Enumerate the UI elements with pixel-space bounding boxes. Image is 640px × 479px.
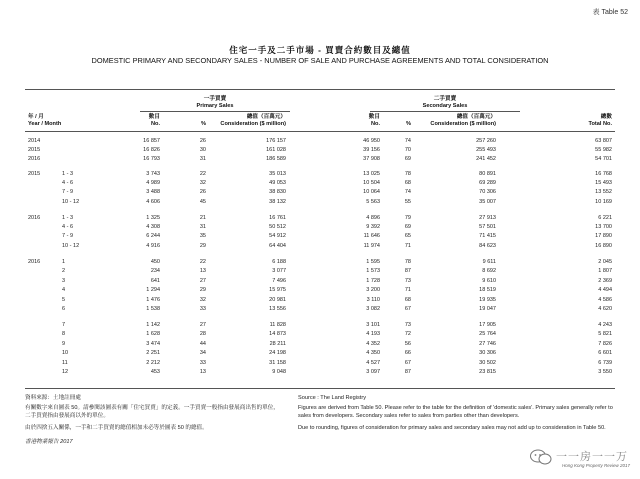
cell-primary-pct: 34: [199, 350, 206, 356]
primary-cons-header: [200, 114, 286, 128]
cell-total-no: 4 494: [598, 287, 612, 293]
watermark: [530, 447, 630, 471]
cell-month: 12: [62, 369, 69, 375]
primary-label-en: Primary Sales: [196, 103, 234, 109]
cell-secondary-cons: 255 493: [476, 147, 496, 153]
primary-no-header: [110, 114, 160, 128]
cell-primary-cons: 14 873: [269, 331, 286, 337]
secondary-group-rule: [370, 111, 520, 112]
cell-primary-cons: 64 404: [269, 243, 286, 249]
cell-year: 2016: [28, 215, 41, 221]
total-zh: 總數: [600, 114, 612, 120]
cell-primary-cons: 20 981: [269, 297, 286, 303]
cell-primary-no: 16 793: [143, 156, 160, 162]
cell-month: 4: [62, 287, 66, 293]
note1-en: Figures are derived from Table 50. Please refer to the table for the definition of 'domestic sales'. Primary sales generally refer to sales from developers. Secondary sales refer to sales from parties other than developers.: [298, 404, 613, 419]
cell-primary-cons: 9 048: [272, 369, 286, 375]
table-row: [0, 180, 640, 187]
publication-en: Hong Kong Property Review 2017: [561, 463, 630, 468]
cell-primary-cons: 54 912: [269, 233, 286, 239]
cell-secondary-cons: 9 611: [482, 259, 496, 265]
primary-no-en: No.: [150, 121, 160, 127]
cell-secondary-no: 37 908: [363, 156, 380, 162]
cell-month: 5: [62, 297, 66, 303]
cell-month: 9: [62, 341, 66, 347]
cell-secondary-pct: 56: [404, 341, 411, 347]
cell-month: 4 - 6: [62, 180, 74, 186]
secondary-group-header: [390, 96, 500, 110]
cell-primary-cons: 11 828: [269, 322, 286, 328]
cell-secondary-no: 3 097: [366, 369, 380, 375]
cell-total-no: 63 807: [595, 138, 612, 144]
cell-secondary-no: 46 950: [363, 138, 380, 144]
note2-en: Due to rounding, figures of consideration for primary sales and secondary sales may not add up to consideration in Table 50.: [298, 424, 606, 431]
cell-primary-pct: 35: [199, 233, 206, 239]
cell-primary-no: 2 251: [146, 350, 160, 356]
cell-secondary-no: 10 064: [363, 189, 380, 195]
cell-month: 7 - 9: [62, 233, 74, 239]
cell-secondary-pct: 70: [404, 147, 411, 153]
cell-primary-no: 450: [150, 259, 160, 265]
note2-zh: 由於四捨五入關係，一手和二手買賣的總值相加未必等於圖表 50 的總值。: [25, 424, 208, 431]
cell-total-no: 17 890: [595, 233, 612, 239]
cell-secondary-no: 1 595: [366, 259, 380, 265]
cell-primary-no: 3 474: [146, 341, 160, 347]
cell-primary-no: 1 294: [146, 287, 160, 293]
cell-secondary-cons: 25 764: [479, 331, 496, 337]
cell-primary-pct: 27: [199, 278, 206, 284]
cell-total-no: 2 369: [598, 278, 612, 284]
secondary-no-zh: 數目: [368, 114, 380, 120]
cell-primary-cons: 49 053: [269, 180, 286, 186]
table-row: [0, 233, 640, 240]
cell-primary-no: 234: [150, 268, 160, 274]
cell-year: 2015: [28, 171, 41, 177]
cell-secondary-no: 11 974: [363, 243, 380, 249]
cell-total-no: 13 700: [595, 224, 612, 230]
secondary-cons-en: Consideration ($ million): [430, 121, 496, 127]
cell-primary-pct: 31: [199, 156, 206, 162]
cell-secondary-no: 11 646: [363, 233, 380, 239]
table-row: [0, 287, 640, 294]
cell-primary-pct: 33: [199, 360, 206, 366]
secondary-cons-header: [410, 114, 496, 128]
table-row: [0, 224, 640, 231]
cell-total-no: 13 552: [595, 189, 612, 195]
source-zh: 資料來源：土地註冊處: [25, 395, 81, 401]
cell-primary-pct: 22: [199, 171, 206, 177]
cell-secondary-cons: 19 047: [479, 306, 496, 312]
cell-secondary-no: 10 504: [363, 180, 380, 186]
cell-secondary-pct: 55: [404, 199, 411, 205]
cell-secondary-cons: 30 306: [479, 350, 496, 356]
cell-primary-cons: 38 132: [269, 199, 286, 205]
cell-total-no: 5 821: [598, 331, 612, 337]
cell-primary-no: 6 244: [146, 233, 160, 239]
table-row: [0, 331, 640, 338]
cell-total-no: 10 169: [595, 199, 612, 205]
cell-secondary-no: 3 200: [366, 287, 380, 293]
cell-secondary-cons: 69 289: [479, 180, 496, 186]
cell-primary-cons: 38 830: [269, 189, 286, 195]
cell-total-no: 4 243: [598, 322, 612, 328]
cell-secondary-no: 1 728: [366, 278, 380, 284]
footnotes-chinese: [25, 394, 280, 447]
cell-month: 3: [62, 278, 66, 284]
cell-primary-pct: 13: [199, 268, 206, 274]
cell-total-no: 1 807: [598, 268, 612, 274]
cell-primary-pct: 45: [199, 199, 206, 205]
primary-label-zh: 一手買賣: [203, 96, 227, 102]
table-row: [0, 147, 640, 154]
cell-secondary-no: 3 110: [366, 297, 380, 303]
table-number: 表 Table 52: [592, 9, 628, 16]
cell-primary-no: 453: [150, 369, 160, 375]
cell-total-no: 55 982: [595, 147, 612, 153]
cell-primary-pct: 29: [199, 287, 206, 293]
primary-group-rule: [140, 111, 290, 112]
cell-total-no: 6 601: [598, 350, 612, 356]
cell-year: 2014: [28, 138, 41, 144]
footnotes-english: [298, 394, 613, 432]
cell-secondary-cons: 70 306: [479, 189, 496, 195]
cell-secondary-no: 4 527: [366, 360, 380, 366]
primary-group-header: [160, 96, 270, 110]
cell-secondary-no: 4 896: [366, 215, 380, 221]
cell-secondary-pct: 73: [404, 322, 411, 328]
total-header: [560, 114, 612, 128]
cell-year: 2016: [28, 259, 41, 265]
cell-total-no: 7 826: [598, 341, 612, 347]
cell-secondary-pct: 69: [404, 156, 411, 162]
cell-secondary-pct: 73: [404, 278, 411, 284]
total-en: Total No.: [588, 121, 612, 127]
cell-secondary-pct: 78: [404, 259, 411, 265]
secondary-label-zh: 二手買賣: [433, 96, 457, 102]
cell-primary-no: 4 606: [146, 199, 160, 205]
secondary-label-en: Secondary Sales: [422, 103, 468, 109]
cell-primary-cons: 35 013: [269, 171, 286, 177]
cell-secondary-no: 9 392: [366, 224, 380, 230]
cell-total-no: 6 221: [598, 215, 612, 221]
cell-primary-no: 1 325: [146, 215, 160, 221]
cell-primary-cons: 7 496: [272, 278, 286, 284]
title-chinese: 住宅一手及二手市場 - 買賣合約數目及總值: [229, 45, 411, 55]
cell-primary-pct: 21: [199, 215, 206, 221]
table-row: [0, 189, 640, 196]
cell-month: 1: [62, 259, 66, 265]
cell-primary-no: 16 857: [143, 138, 160, 144]
cell-primary-cons: 16 761: [269, 215, 286, 221]
cell-secondary-cons: 18 519: [479, 287, 496, 293]
cell-primary-pct: 33: [199, 306, 206, 312]
cell-month: 11: [62, 360, 68, 366]
cell-primary-no: 1 476: [146, 297, 160, 303]
cell-primary-pct: 44: [199, 341, 206, 347]
cell-primary-cons: 31 158: [269, 360, 286, 366]
cell-primary-cons: 3 077: [272, 268, 286, 274]
cell-secondary-cons: 17 905: [479, 322, 496, 328]
cell-secondary-pct: 79: [404, 215, 411, 221]
note1-zh: 有關數字來自圖表 50。請參閱該圖表有關「住宅買賣」的定義。一手買賣一般指由發展商出售的單位，二手買賣指由發展商以外的單位。: [25, 404, 279, 419]
cell-secondary-pct: 68: [404, 180, 411, 186]
cell-total-no: 15 493: [595, 180, 612, 186]
cell-secondary-no: 3 101: [366, 322, 380, 328]
cell-primary-cons: 161 028: [266, 147, 286, 153]
cell-secondary-cons: 84 623: [479, 243, 496, 249]
secondary-pct-header: %: [406, 121, 411, 127]
cell-primary-no: 4 916: [146, 243, 160, 249]
cell-primary-no: 1 628: [146, 331, 160, 337]
cell-secondary-no: 4 350: [366, 350, 380, 356]
secondary-cons-zh: 總值（百萬元）: [456, 114, 496, 120]
cell-total-no: 6 739: [598, 360, 612, 366]
cell-primary-cons: 176 157: [266, 138, 286, 144]
table-row: [0, 350, 640, 357]
cell-month: 7: [62, 322, 66, 328]
cell-primary-no: 2 212: [146, 360, 160, 366]
year-month-en: Year / Month: [28, 121, 62, 127]
cell-secondary-no: 1 573: [366, 268, 380, 274]
cell-primary-no: 1 538: [146, 306, 160, 312]
table-row: [0, 243, 640, 250]
cell-month: 10: [62, 350, 69, 356]
table-row: [0, 360, 640, 367]
cell-secondary-cons: 35 007: [479, 199, 496, 205]
title-english: DOMESTIC PRIMARY AND SECONDARY SALES - NUMBER OF SALE AND PURCHASE AGREEMENTS AND TOTAL CONSIDERATION: [91, 56, 549, 65]
cell-secondary-cons: 8 692: [482, 268, 496, 274]
cell-secondary-cons: 19 935: [479, 297, 496, 303]
cell-primary-no: 16 826: [143, 147, 160, 153]
cell-total-no: 54 701: [595, 156, 612, 162]
table-bottom-rule: [25, 388, 615, 389]
cell-secondary-cons: 23 815: [479, 369, 496, 375]
table-row: [0, 138, 640, 145]
cell-primary-no: 641: [150, 278, 160, 284]
cell-month: 6: [62, 306, 66, 312]
primary-no-zh: 數目: [148, 114, 160, 120]
year-month-zh: 年 / 月: [28, 114, 44, 120]
cell-primary-cons: 28 211: [269, 341, 286, 347]
cell-primary-no: 3 488: [146, 189, 160, 195]
table-row: [0, 199, 640, 206]
cell-secondary-pct: 71: [404, 243, 411, 249]
cell-month: 2: [62, 268, 66, 274]
cell-secondary-pct: 67: [404, 360, 411, 366]
table-row: [0, 297, 640, 304]
cell-secondary-pct: 87: [404, 268, 411, 274]
table-row: [0, 171, 640, 178]
cell-primary-pct: 28: [199, 331, 206, 337]
table-row: [0, 306, 640, 313]
cell-primary-no: 4 989: [146, 180, 160, 186]
cell-secondary-pct: 69: [404, 224, 411, 230]
cell-secondary-pct: 74: [404, 189, 411, 195]
cell-secondary-no: 4 193: [366, 331, 380, 337]
cell-month: 4 - 6: [62, 224, 74, 230]
cell-month: 10 - 12: [62, 243, 80, 249]
cell-year: 2016: [28, 156, 41, 162]
watermark-text: 一一房一一万: [556, 451, 628, 463]
cell-secondary-no: 5 563: [366, 199, 380, 205]
cell-year: 2015: [28, 147, 41, 153]
cell-secondary-no: 3 082: [366, 306, 380, 312]
cell-primary-cons: 24 198: [269, 350, 286, 356]
cell-secondary-pct: 71: [404, 287, 411, 293]
cell-primary-pct: 13: [199, 369, 206, 375]
cell-primary-cons: 6 188: [272, 259, 286, 265]
cell-secondary-cons: 71 415: [479, 233, 496, 239]
cell-secondary-pct: 87: [404, 369, 411, 375]
secondary-no-header: [330, 114, 380, 128]
cell-primary-pct: 26: [199, 189, 206, 195]
cell-primary-cons: 15 975: [269, 287, 286, 293]
cell-primary-pct: 27: [199, 322, 206, 328]
cell-month: 1 - 3: [62, 215, 74, 221]
cell-secondary-cons: 80 891: [479, 171, 496, 177]
cell-primary-no: 4 308: [146, 224, 160, 230]
table-row: [0, 278, 640, 285]
cell-secondary-pct: 66: [404, 350, 411, 356]
cell-secondary-cons: 27 913: [479, 215, 496, 221]
cell-secondary-no: 13 025: [363, 171, 380, 177]
publication-zh: 香港物業報告 2017: [25, 439, 73, 445]
cell-primary-pct: 31: [199, 224, 206, 230]
cell-secondary-cons: 241 452: [476, 156, 496, 162]
cell-secondary-pct: 68: [404, 297, 411, 303]
cell-primary-pct: 30: [199, 147, 206, 153]
cell-total-no: 2 045: [598, 259, 612, 265]
cell-primary-pct: 32: [199, 180, 206, 186]
source-en: Source : The Land Registry: [298, 395, 366, 401]
table-row: [0, 268, 640, 275]
cell-primary-pct: 29: [199, 243, 206, 249]
cell-total-no: 3 550: [598, 369, 612, 375]
primary-cons-zh: 總值（百萬元）: [246, 114, 286, 120]
cell-secondary-no: 4 352: [366, 341, 380, 347]
cell-primary-cons: 186 589: [266, 156, 286, 162]
cell-secondary-pct: 78: [404, 171, 411, 177]
cell-primary-cons: 13 556: [269, 306, 286, 312]
cell-total-no: 16 890: [595, 243, 612, 249]
header-bottom-rule: [25, 131, 615, 132]
cell-month: 10 - 12: [62, 199, 80, 205]
cell-month: 8: [62, 331, 66, 337]
cell-primary-pct: 22: [199, 259, 206, 265]
table-row: [0, 341, 640, 348]
primary-pct-header: %: [201, 121, 206, 127]
primary-cons-en: Consideration ($ million): [220, 121, 286, 127]
table-row: [0, 322, 640, 329]
cell-primary-no: 1 142: [146, 322, 160, 328]
cell-total-no: 4 620: [598, 306, 612, 312]
cell-secondary-cons: 257 260: [476, 138, 496, 144]
cell-primary-cons: 50 512: [269, 224, 286, 230]
cell-primary-no: 3 743: [146, 171, 160, 177]
cell-secondary-pct: 65: [404, 233, 411, 239]
cell-primary-pct: 26: [199, 138, 206, 144]
cell-secondary-pct: 72: [404, 331, 411, 337]
header-top-rule: [25, 89, 615, 90]
cell-secondary-cons: 9 610: [482, 278, 496, 284]
table-row: [0, 259, 640, 266]
year-month-header: [28, 114, 108, 128]
cell-secondary-pct: 67: [404, 306, 411, 312]
table-row: [0, 215, 640, 222]
cell-secondary-cons: 27 746: [479, 341, 496, 347]
cell-total-no: 4 586: [598, 297, 612, 303]
cell-secondary-no: 39 156: [363, 147, 380, 153]
cell-primary-pct: 32: [199, 297, 206, 303]
cell-month: 7 - 9: [62, 189, 74, 195]
cell-total-no: 16 768: [595, 171, 612, 177]
table-row: [0, 156, 640, 163]
cell-secondary-cons: 57 501: [479, 224, 496, 230]
cell-secondary-pct: 74: [404, 138, 411, 144]
cell-month: 1 - 3: [62, 171, 74, 177]
table-row: [0, 369, 640, 376]
secondary-no-en: No.: [370, 121, 380, 127]
cell-secondary-cons: 30 502: [479, 360, 496, 366]
